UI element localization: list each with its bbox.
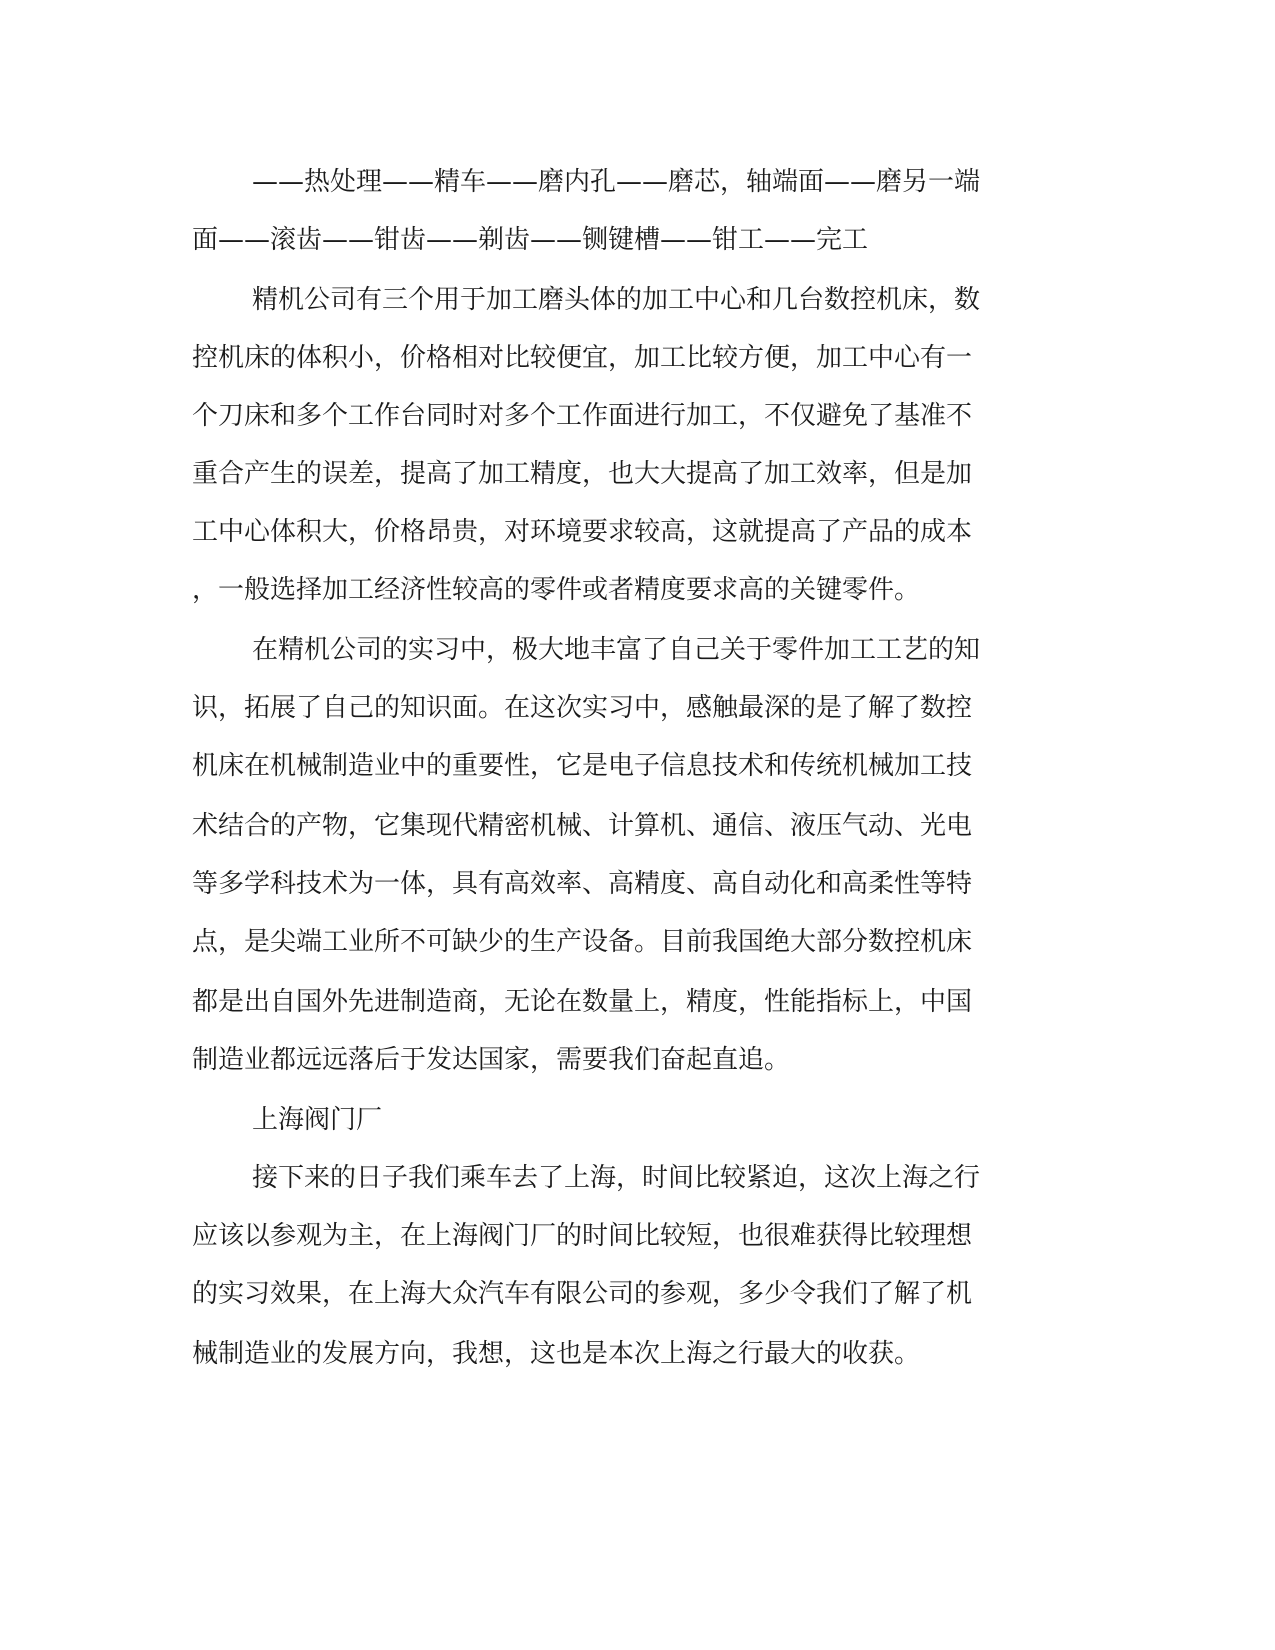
text-line: 的实习效果，在上海大众汽车有限公司的参观，多少令我们了解了机 bbox=[192, 1279, 973, 1309]
text-line: 识，拓展了自己的知识面。在这次实习中，感触最深的是了解了数控 bbox=[192, 693, 973, 723]
text-line: ——热处理——精车——磨内孔——磨芯，轴端面——磨另一端 bbox=[252, 167, 981, 197]
text-line: 术结合的产物，它集现代精密机械、计算机、通信、液压气动、光电 bbox=[192, 811, 973, 841]
text-line: 等多学科技术为一体，具有高效率、高精度、高自动化和高柔性等特 bbox=[192, 869, 973, 899]
text-line: 制造业都远远落后于发达国家，需要我们奋起直追。 bbox=[192, 1045, 791, 1075]
text-line: 应该以参观为主，在上海阀门厂的时间比较短，也很难获得比较理想 bbox=[192, 1221, 973, 1251]
text-line: 面——滚齿——钳齿——剃齿——铡键槽——钳工——完工 bbox=[192, 225, 869, 255]
text-line: 都是出自国外先进制造商，无论在数量上，精度，性能指标上，中国 bbox=[192, 987, 973, 1017]
text-line: 重合产生的误差，提高了加工精度，也大大提高了加工效率，但是加 bbox=[192, 459, 973, 489]
text-line: 接下来的日子我们乘车去了上海，时间比较紧迫，这次上海之行 bbox=[252, 1163, 981, 1193]
text-line: ，一般选择加工经济性较高的零件或者精度要求高的关键零件。 bbox=[192, 575, 921, 605]
text-line: 械制造业的发展方向，我想，这也是本次上海之行最大的收获。 bbox=[192, 1339, 921, 1369]
text-line: 工中心体积大，价格昂贵，对环境要求较高，这就提高了产品的成本 bbox=[192, 517, 973, 547]
text-line: 机床在机械制造业中的重要性，它是电子信息技术和传统机械加工技 bbox=[192, 751, 973, 781]
text-line: 精机公司有三个用于加工磨头体的加工中心和几台数控机床，数 bbox=[252, 285, 981, 315]
text-line: 点，是尖端工业所不可缺少的生产设备。目前我国绝大部分数控机床 bbox=[192, 927, 973, 957]
text-line: 个刀床和多个工作台同时对多个工作面进行加工，不仅避免了基准不 bbox=[192, 401, 973, 431]
section-heading: 上海阀门厂 bbox=[252, 1105, 383, 1135]
text-line: 在精机公司的实习中，极大地丰富了自己关于零件加工工艺的知 bbox=[252, 635, 981, 665]
text-line: 控机床的体积小，价格相对比较便宜，加工比较方便，加工中心有一 bbox=[192, 343, 973, 373]
